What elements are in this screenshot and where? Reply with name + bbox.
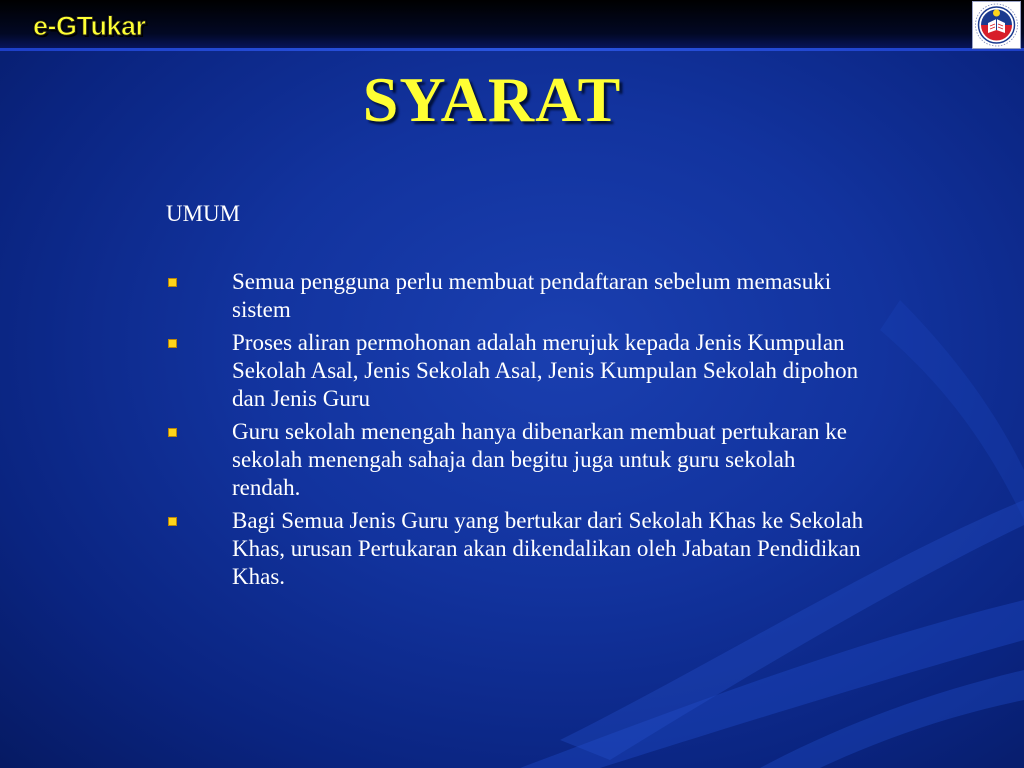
header-divider (0, 48, 1024, 51)
list-item (166, 418, 866, 502)
list-item (166, 268, 866, 324)
bullet-text: Semua pengguna perlu membuat pendaftaran sebelum memasuki sistem (232, 269, 832, 322)
bullet-text: Proses aliran permohonan adalah merujuk kepada Jenis Kumpulan Sekolah Asal, Jenis Sekolah Asal, Jenis Kumpulan Sekolah dipohon dan Jenis Guru (232, 330, 859, 411)
slide-title: SYARAT (362, 64, 622, 135)
bullet-text: Guru sekolah menengah hanya dibenarkan membuat pertukaran ke sekolah menengah sahaja dan begitu juga untuk guru sekolah rendah. (232, 419, 848, 500)
list-item (166, 329, 866, 413)
emblem-icon (973, 2, 1020, 48)
square-bullet-icon (168, 428, 177, 437)
header-bar (0, 0, 1024, 48)
bullet-text: Bagi Semua Jenis Guru yang bertukar dari Sekolah Khas ke Sekolah Khas, urusan Pertukaran akan dikendalikan oleh Jabatan Pendidikan Khas. (232, 508, 864, 589)
bullet-list (166, 268, 866, 596)
list-item (166, 507, 866, 591)
ministry-emblem (972, 1, 1021, 49)
section-label: UMUM (166, 201, 241, 226)
brand-logo-text: e-GTukar (33, 11, 146, 41)
square-bullet-icon (168, 278, 177, 287)
square-bullet-icon (168, 517, 177, 526)
square-bullet-icon (168, 339, 177, 348)
